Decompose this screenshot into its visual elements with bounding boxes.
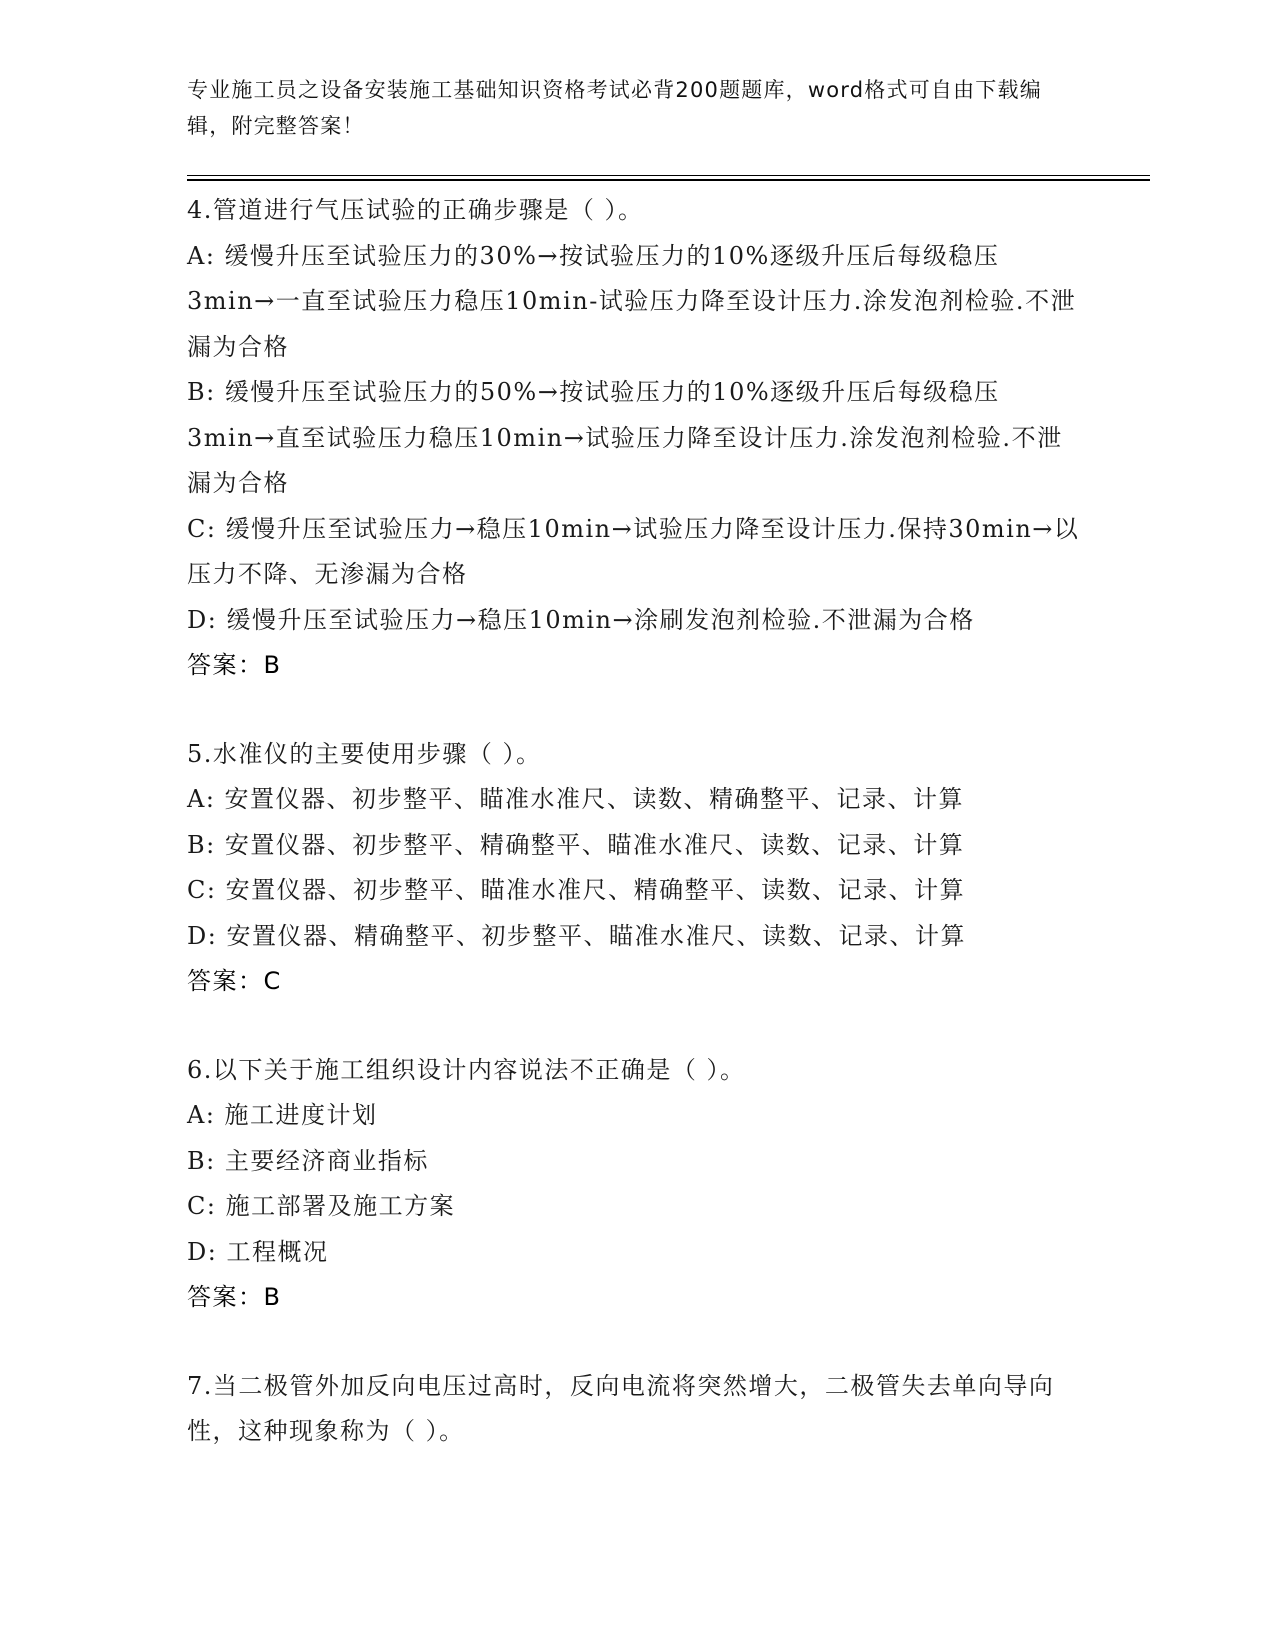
question-stem: 5.水准仪的主要使用步骤（ ）。 xyxy=(187,739,542,768)
question-stem: 6.以下关于施工组织设计内容说法不正确是（ ）。 xyxy=(187,1055,746,1084)
option-c: C: 缓慢升压至试验压力→稳压10min→试验压力降至设计压力.保持30min→以压力不降、无渗漏为合格 xyxy=(187,514,1080,588)
option-a: A: 安置仪器、初步整平、瞄准水准尺、读数、精确整平、记录、计算 xyxy=(187,785,965,813)
document-header xyxy=(187,72,1067,144)
question-list xyxy=(187,188,1087,1498)
question-item xyxy=(187,732,1087,1005)
option-a: A: 施工进度计划 xyxy=(187,1101,378,1129)
option-b: B: 主要经济商业指标 xyxy=(187,1146,429,1175)
question-item xyxy=(187,1364,1087,1455)
header-text: 专业施工员之设备安装施工基础知识资格考试必背200题题库，word格式可自由下载编辑，附完整答案！ xyxy=(187,78,1042,138)
question-stem: 7.当二极管外加反向电压过高时，反向电流将突然增大，二极管失去单向导向性，这种现象称为（ ）。 xyxy=(187,1371,1055,1445)
answer-line: 答案：B xyxy=(187,1283,282,1311)
option-c: C: 施工部署及施工方案 xyxy=(187,1192,456,1220)
option-b: B: 安置仪器、初步整平、精确整平、瞄准水准尺、读数、记录、计算 xyxy=(187,830,965,859)
answer-line: 答案：B xyxy=(187,651,282,679)
question-item xyxy=(187,1048,1087,1321)
option-a: A: 缓慢升压至试验压力的30%→按试验压力的10%逐级升压后每级稳压3min→一直至试验压力稳压10min-试验压力降至设计压力.涂发泡剂检验.不泄漏为合格 xyxy=(187,241,1077,361)
option-d: D: 缓慢升压至试验压力→稳压10min→涂刷发泡剂检验.不泄漏为合格 xyxy=(187,605,975,634)
question-stem: 4.管道进行气压试验的正确步骤是（ ）。 xyxy=(187,196,644,224)
option-b: B: 缓慢升压至试验压力的50%→按试验压力的10%逐级升压后每级稳压3min→直至试验压力稳压10min→试验压力降至设计压力.涂发泡剂检验.不泄漏为合格 xyxy=(187,378,1063,497)
option-d: D: 工程概况 xyxy=(187,1237,329,1266)
header-divider-thick xyxy=(187,179,1150,181)
option-c: C: 安置仪器、初步整平、瞄准水准尺、精确整平、读数、记录、计算 xyxy=(187,876,966,904)
answer-line: 答案：C xyxy=(187,967,282,995)
question-item xyxy=(187,188,1087,689)
option-d: D: 安置仪器、精确整平、初步整平、瞄准水准尺、读数、记录、计算 xyxy=(187,921,966,950)
header-divider-thin xyxy=(187,175,1150,176)
